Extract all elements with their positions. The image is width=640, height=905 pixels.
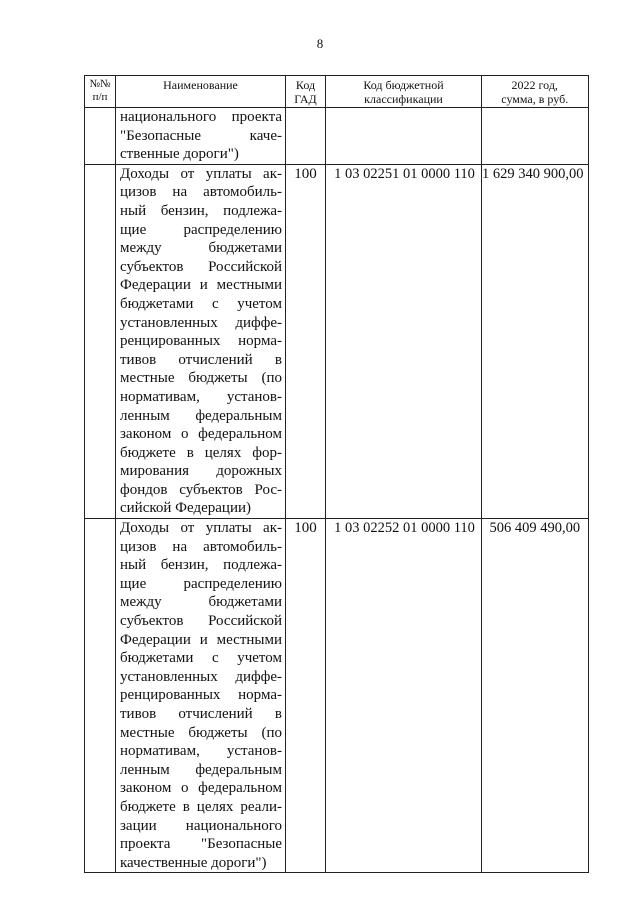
- row-name-line: местные бюджеты (по: [120, 370, 282, 387]
- row-name-line: ленным федеральным: [120, 407, 282, 424]
- row-name-line: фондов субъектов Рос-: [120, 481, 282, 498]
- row-name-line: ный бензин, подлежа-: [120, 557, 282, 574]
- row-name-line: национального проекта: [120, 109, 282, 125]
- header-number: [85, 76, 116, 108]
- row-name-line: проекта "Безопасные: [120, 836, 282, 853]
- row-name-line: бюджетами с учетом: [120, 295, 282, 312]
- row-number: [85, 164, 116, 518]
- row-sum: [482, 108, 589, 165]
- row-name: [116, 519, 286, 873]
- row-name: [116, 108, 286, 165]
- row-name: [116, 164, 286, 518]
- row-budget-code: [326, 108, 482, 165]
- row-gad-code: 100: [286, 519, 326, 873]
- row-name-line: бюджетами с учетом: [120, 650, 282, 667]
- row-name-line: законом о федеральном: [120, 426, 282, 443]
- row-name-line: ленным федеральным: [120, 761, 282, 778]
- table-header-row: [85, 76, 589, 108]
- row-name-line: щие распределению: [120, 221, 282, 238]
- header-kbk-line-2: классификации: [364, 92, 443, 106]
- table-row: [85, 164, 589, 518]
- row-name-line: установленных диффе-: [120, 668, 282, 685]
- row-name-line: Федерации и местными: [120, 631, 282, 648]
- row-number: [85, 519, 116, 873]
- row-sum: 506 409 490,00: [482, 519, 589, 873]
- table-row: [85, 519, 589, 873]
- header-gad: [286, 76, 326, 108]
- header-number-line-2: п/п: [92, 91, 108, 103]
- row-name-line: установленных диффе-: [120, 314, 282, 331]
- row-sum: 1 629 340 900,00: [482, 164, 589, 518]
- row-name-line: нормативам, установ-: [120, 743, 282, 760]
- row-budget-code: 1 03 02252 01 0000 110: [326, 519, 482, 873]
- row-name-line: качественные дороги"): [120, 854, 267, 871]
- row-name-line: Федерации и местными: [120, 277, 282, 294]
- row-name-line: тивов отчислений в: [120, 351, 282, 368]
- row-name-line: между бюджетами: [120, 240, 282, 257]
- row-name-line: ренцированных норма-: [120, 333, 282, 350]
- header-kbk: [326, 76, 482, 108]
- row-name-line: "Безопасные каче-: [120, 127, 282, 144]
- row-name-line: мирования дорожных: [120, 463, 282, 480]
- header-gad-line-1: Код: [295, 78, 316, 92]
- row-name-line: нормативам, установ-: [120, 388, 282, 405]
- header-number-line-1: №№: [89, 78, 111, 90]
- row-number: [85, 108, 116, 165]
- row-gad-code: 100: [286, 164, 326, 518]
- row-name-line: Доходы от уплаты ак-: [120, 520, 282, 537]
- row-name-line: между бюджетами: [120, 594, 282, 611]
- row-name-line: сийской Федерации): [120, 500, 252, 517]
- row-name-line: тивов отчислений в: [120, 706, 282, 722]
- header-sum-line-1: 2022 год,: [511, 78, 558, 92]
- row-name-line: бюджете в целях реали-: [120, 798, 282, 815]
- header-gad-line-2: ГАД: [294, 92, 317, 106]
- row-name-line: местные бюджеты (по: [120, 724, 282, 741]
- row-name-line: бюджете в целях фор-: [120, 444, 282, 461]
- header-name-label: Наименование: [163, 78, 238, 92]
- row-name-line: щие распределению: [120, 575, 282, 592]
- row-name-line: цизов на автомобиль-: [120, 538, 282, 555]
- row-name-line: зации национального: [120, 817, 282, 834]
- row-name-line: ственные дороги"): [120, 146, 239, 163]
- table-body: [85, 108, 589, 873]
- row-name-line: ренцированных норма-: [120, 687, 282, 704]
- row-gad-code: [286, 108, 326, 165]
- header-sum-line-2: сумма, в руб.: [501, 92, 569, 106]
- row-name-line: субъектов Российской: [120, 258, 282, 275]
- page-number: 8: [316, 36, 324, 51]
- budget-table: [84, 75, 589, 873]
- row-name-line: цизов на автомобиль-: [120, 184, 282, 201]
- row-name-line: ный бензин, подлежа-: [120, 202, 282, 219]
- header-sum: [482, 76, 589, 108]
- table-row: [85, 108, 589, 165]
- row-budget-code: 1 03 02251 01 0000 110: [326, 164, 482, 518]
- row-name-line: субъектов Российской: [120, 613, 282, 630]
- row-name-line: Доходы от уплаты ак-: [120, 165, 282, 182]
- row-name-line: законом о федеральном: [120, 780, 282, 797]
- header-name: [116, 76, 286, 108]
- header-kbk-line-1: Код бюджетной: [363, 78, 444, 92]
